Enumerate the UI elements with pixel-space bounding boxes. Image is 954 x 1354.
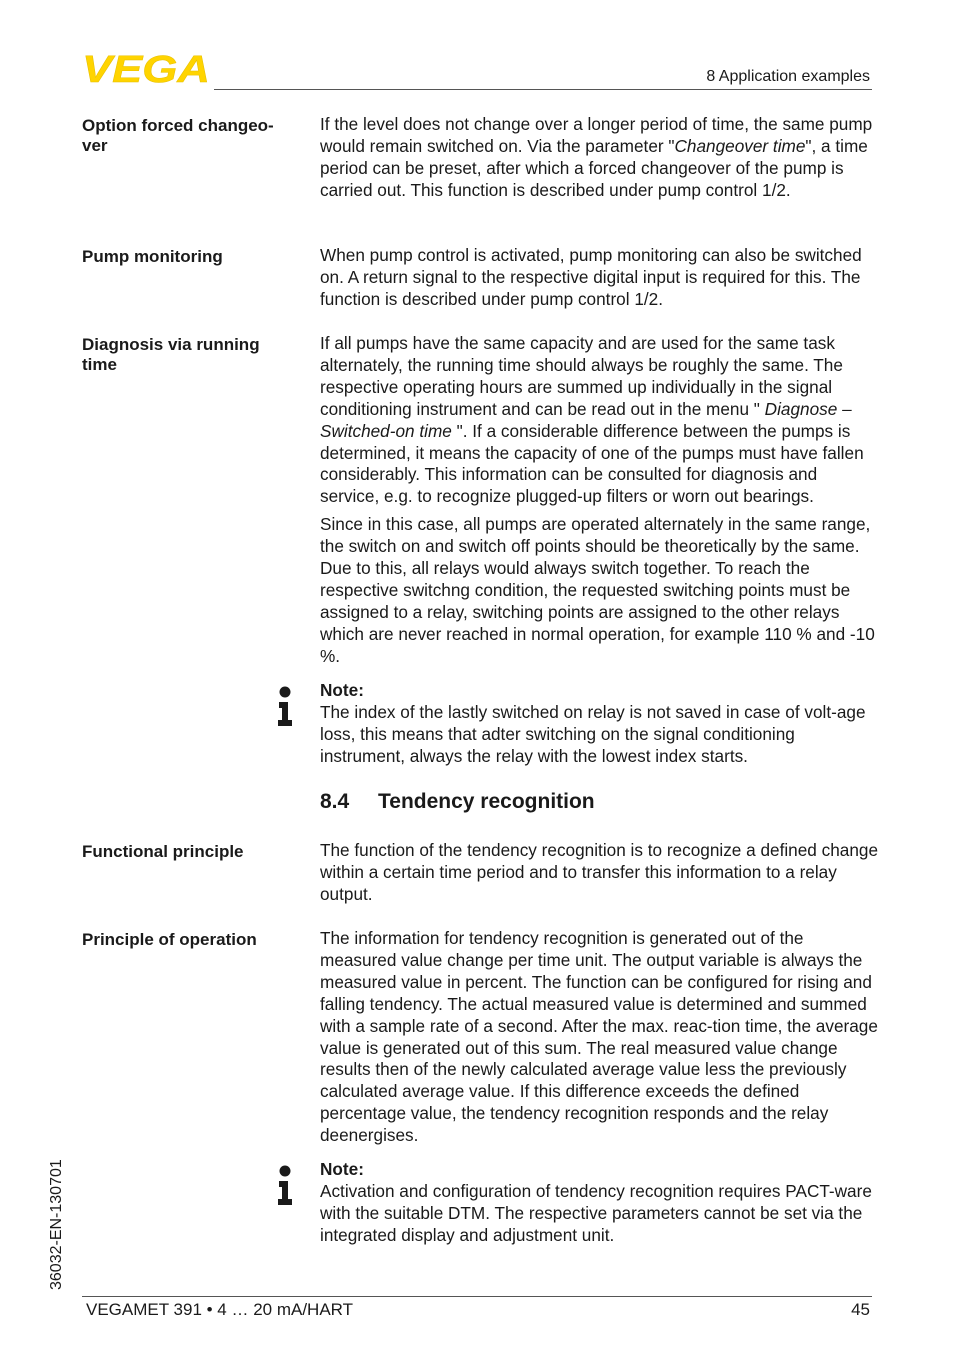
footer-product: VEGAMET 391 • 4 … 20 mA/HART (86, 1300, 354, 1319)
section-title: Tendency recognition (378, 790, 595, 813)
document-code: 36032-EN-130701 (48, 1159, 65, 1290)
label-functional-principle: Functional principle (82, 842, 244, 861)
note-1-text: The index of the lastly switched on relay is not saved in case of volt-age loss, this means that adter switching on the signal conditioning instrument, always the relay with the lowest index starts. (320, 701, 866, 766)
label-diagnosis-running-time: Diagnosis via running time (82, 335, 260, 374)
info-icon (276, 1165, 294, 1207)
pump-monitoring-text: When pump control is activated, pump monitoring can also be switched on. A return signal to the respective digital input is required for this. The function is described under pump control 1/2. (320, 245, 862, 309)
label-forced-changeover: Option forced changeo- ver (82, 116, 274, 155)
page-number: 45 (851, 1300, 870, 1319)
note-1-title: Note: (320, 680, 364, 700)
vega-logo (82, 52, 212, 84)
functional-principle-text: The function of the tendency recognition is to recognize a defined change within a certain time period and to transfer this information to a relay output. (320, 840, 879, 904)
principle-of-operation-text: The information for tendency recognition is generated out of the measured value change per time unit. The output variable is always the measured value in percent. The function can be configured for rising and falling tendency. The actual measured value is determined and summed with a sample rate of a second. After the max. reac-tion time, the average value is generated out of this sum. The real measured value change results then of the newly calculated average value less the previously calculated average value. If this difference exceeds the defined percentage value, the tendency recognition responds and the relay deenergises. (320, 928, 878, 1146)
section-heading (320, 790, 595, 814)
vega-logo-text: VEGA (82, 52, 210, 84)
info-icon (276, 686, 294, 728)
diagnosis-text: If all pumps have the same capacity and are used for the same task alternately, the running time should always be roughly the same. The respective operating hours are summed up individually in the signal conditioning instrument and can be read out in the menu " Diagnose – Switched-on time ". If a considerable difference between the pumps is determined, it means the capacity of one of the pumps must have fallen considerably. This information can be consulted for diagnosis and service, e.g. to recognize plugged-up filters or worn out bearings. Since in this case, all pumps are operated alternately in the same range, the switch on and switch off points should be theoretically by the same. Due to this, all relays would always switch together. To reach the respective switchng condition, the requested switching points must be assigned to a relay, switching points are assigned to the other relays which are never reached in normal operation, for example 110 % and -10 %. (320, 333, 875, 666)
note-2-title: Note: (320, 1159, 364, 1179)
note-2 (320, 1159, 880, 1247)
footer-divider (82, 1296, 872, 1297)
label-pump-monitoring: Pump monitoring (82, 247, 223, 266)
label-principle-of-operation: Principle of operation (82, 930, 257, 949)
note-1 (320, 680, 880, 768)
section-number: 8.4 (320, 790, 350, 813)
header-section-title: 8 Application examples (706, 68, 870, 85)
forced-changeover-text: If the level does not change over a longer period of time, the same pump would remain switched on. Via the parameter "Changeover time", a time period can be preset, after which a forced changeover of the pump is carried out. This function is described under pump control 1/2. (320, 114, 873, 200)
header-divider (214, 89, 872, 90)
note-2-text: Activation and configuration of tendency recognition requires PACT-ware with the suitable DTM. The respective parameters cannot be set via the integrated display and adjustment unit. (320, 1180, 872, 1245)
